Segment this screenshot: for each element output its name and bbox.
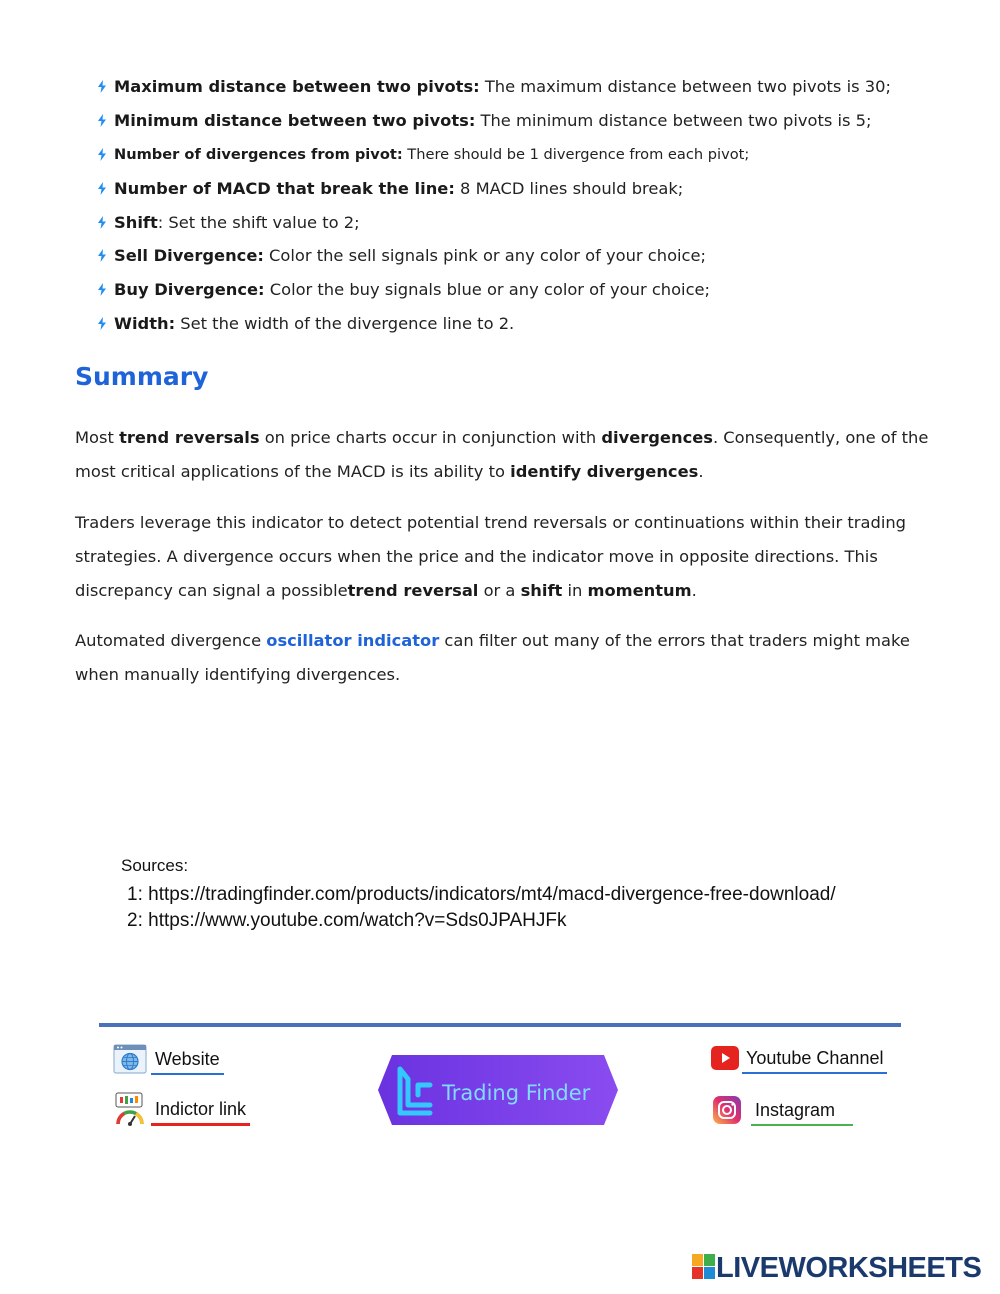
bullet-text: Set the width of the divergence line to 2. [175, 313, 515, 333]
youtube-label: Youtube Channel [742, 1048, 887, 1074]
bullet-label: Width: [114, 313, 176, 333]
bullet-label: Minimum distance between two pivots: [114, 111, 476, 131]
globe-browser-icon [113, 1043, 147, 1080]
paragraph-text: . [698, 462, 704, 481]
footer-divider [99, 1023, 901, 1027]
logo-text: Trading Finder [442, 1081, 591, 1105]
website-link[interactable] [113, 1043, 224, 1080]
bullet-text: The maximum distance between two pivots is 30; [479, 77, 891, 97]
liveworksheets-logo-icon [692, 1254, 716, 1284]
list-item [97, 239, 957, 273]
lightning-bolt-icon [97, 317, 107, 330]
instagram-icon [712, 1095, 742, 1130]
bullet-text: Color the sell signals pink or any color of your choice; [263, 246, 707, 266]
liveworksheets-watermark [692, 1252, 981, 1285]
paragraph-text: or a [478, 581, 521, 600]
paragraph-bold: shift [520, 581, 563, 600]
bullet-label: Buy Divergence: [114, 280, 265, 300]
instagram-link[interactable] [712, 1095, 853, 1130]
gauge-chart-icon [114, 1092, 146, 1133]
instagram-label: Instagram [751, 1100, 853, 1126]
paragraph-text: can filter out many of the errors that traders might make when manually identifying divergences. [75, 631, 910, 684]
bullet-label: Maximum distance between two pivots: [114, 77, 480, 97]
bullet-text: Color the buy signals blue or any color of your choice; [264, 280, 711, 300]
sources-block [121, 856, 836, 934]
indicator-link[interactable] [114, 1092, 250, 1133]
lightning-bolt-icon [97, 80, 107, 93]
lightning-bolt-icon [97, 114, 107, 127]
lightning-bolt-icon [97, 249, 107, 262]
lightning-bolt-icon [97, 283, 107, 296]
website-label: Website [151, 1049, 224, 1075]
bullet-label: Number of divergences from pivot: [114, 145, 403, 163]
lightning-bolt-icon [97, 182, 107, 195]
watermark-text: LIVEWORKSHEETS [716, 1252, 982, 1284]
summary-paragraph-3 [75, 624, 945, 692]
bullet-text: : Set the shift value to 2; [157, 212, 360, 232]
oscillator-indicator-link[interactable]: oscillator indicator [266, 631, 440, 650]
youtube-link[interactable] [710, 1044, 887, 1077]
paragraph-text: . Consequently, one of the most critical applications of the MACD is its ability to [75, 428, 929, 481]
paragraph-text: on price charts occur in conjunction with [259, 428, 602, 447]
list-item [97, 205, 957, 239]
summary-paragraph-2 [75, 506, 945, 608]
source-link[interactable]: 1: https://tradingfinder.com/products/indicators/mt4/macd-divergence-free-download/ [127, 884, 836, 905]
paragraph-text: in [562, 581, 588, 600]
paragraph-bold: divergences [601, 428, 713, 447]
paragraph-text: Automated divergence [75, 631, 267, 650]
source-link[interactable]: 2: https://www.youtube.com/watch?v=Sds0JPAHJFk [127, 910, 567, 931]
paragraph-bold: trend reversals [119, 428, 260, 447]
summary-heading: Summary [75, 362, 209, 391]
lightning-bolt-icon [97, 148, 107, 161]
paragraph-text: Most [75, 428, 120, 447]
trading-finder-logo [378, 1055, 618, 1125]
indicator-label: Indictor link [151, 1099, 250, 1126]
paragraph-text: . [691, 581, 697, 600]
list-item [97, 171, 957, 205]
sources-label: Sources: [121, 856, 189, 875]
paragraph-bold: trend reversal [347, 581, 479, 600]
list-item [97, 138, 957, 172]
bullet-label: Shift [114, 212, 158, 232]
summary-paragraph-1 [75, 421, 945, 489]
paragraph-bold: identify divergences [510, 462, 699, 481]
paragraph-bold: momentum [587, 581, 692, 600]
youtube-icon [710, 1044, 740, 1077]
bullet-label: Number of MACD that break the line: [114, 178, 455, 198]
list-item [97, 273, 957, 307]
bullet-label: Sell Divergence: [114, 246, 264, 266]
bullet-text: 8 MACD lines should break; [454, 178, 684, 198]
paragraph-text: Traders leverage this indicator to detect potential trend reversals or continuations within their trading strategies. A divergence occurs when the price and the indicator move in opposite directions. This discrepancy can signal a possible [75, 513, 906, 600]
settings-list [97, 70, 957, 340]
list-item [97, 70, 957, 104]
list-item [97, 104, 957, 138]
lightning-bolt-icon [97, 216, 107, 229]
bullet-text: There should be 1 divergence from each pivot; [402, 145, 750, 163]
bullet-text: The minimum distance between two pivots is 5; [475, 111, 872, 131]
list-item [97, 307, 957, 341]
